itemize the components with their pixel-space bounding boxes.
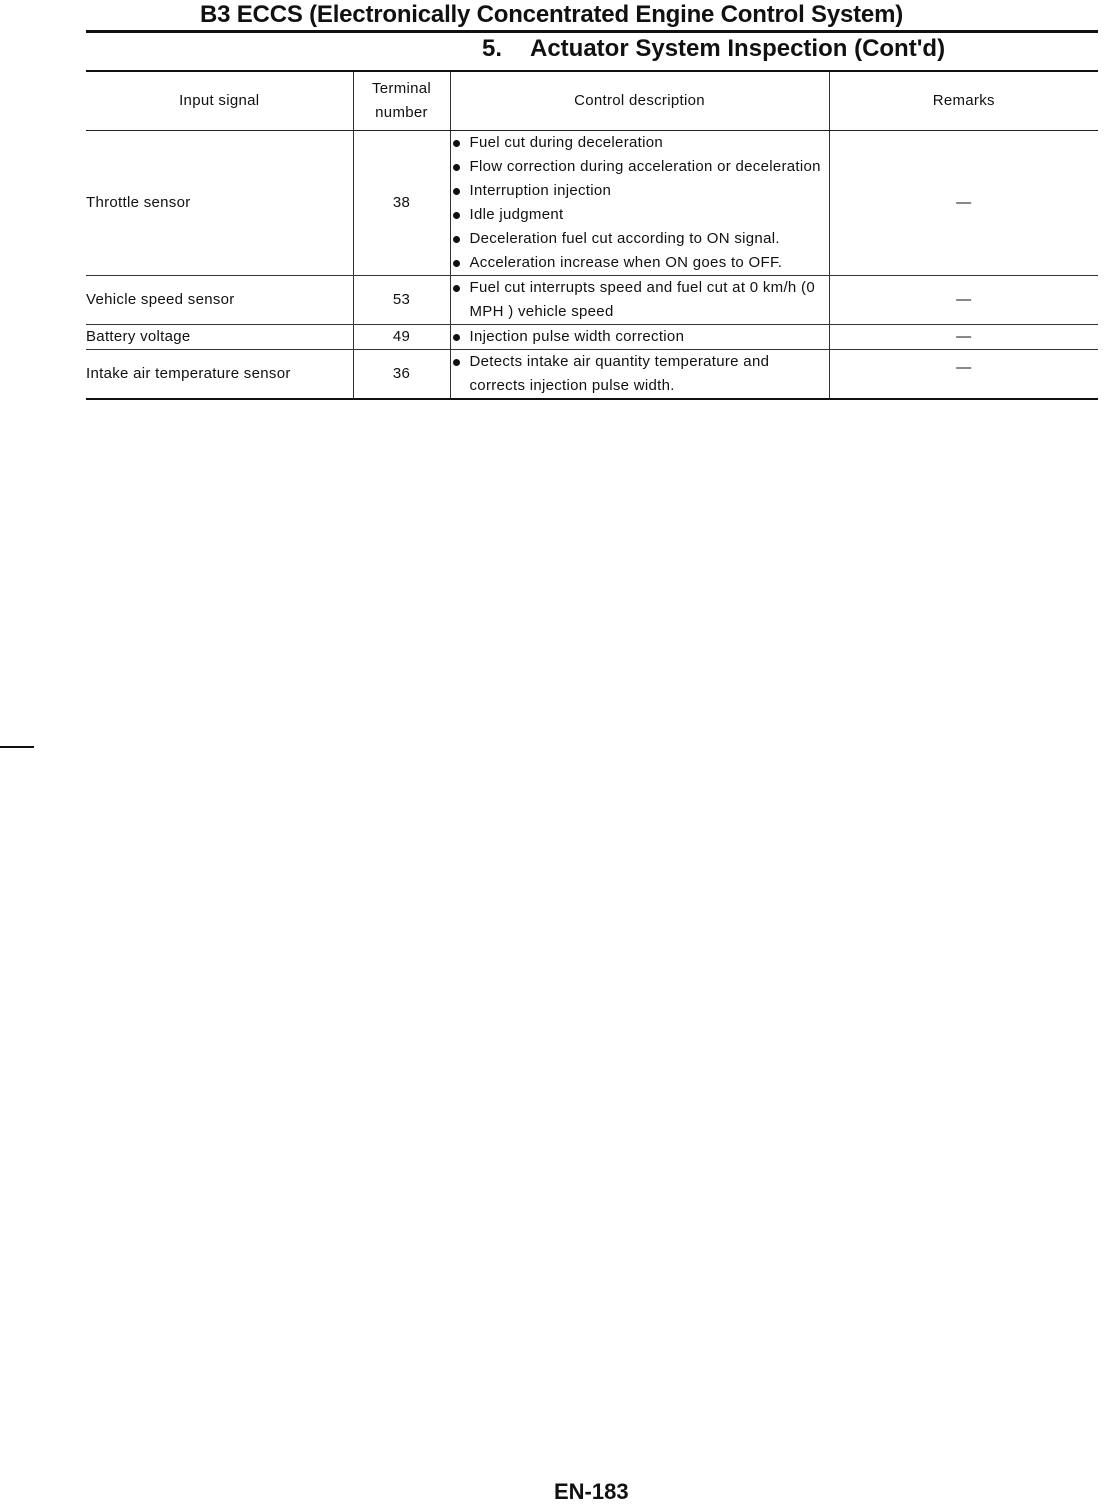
section-title-text: Actuator System Inspection (Cont'd) xyxy=(530,35,946,62)
description-item: Flow correction during acceleration or deceleration xyxy=(451,155,829,179)
header-control-description: Control description xyxy=(450,72,829,131)
table-header-row xyxy=(86,72,1098,131)
signal-cell: Vehicle speed sensor xyxy=(86,276,353,325)
actuator-inspection-table xyxy=(86,72,1098,400)
description-cell xyxy=(450,325,829,350)
remarks-cell: — xyxy=(829,325,1098,350)
margin-mark xyxy=(0,746,34,748)
remarks-cell: — xyxy=(829,131,1098,276)
terminal-cell: 49 xyxy=(353,325,450,350)
terminal-cell: 36 xyxy=(353,350,450,400)
remarks-cell: — xyxy=(829,276,1098,325)
description-cell xyxy=(450,276,829,325)
header-terminal-number xyxy=(353,72,450,131)
page-number: EN-183 xyxy=(554,1479,629,1504)
signal-cell: Intake air temperature sensor xyxy=(86,350,353,400)
header-remarks: Remarks xyxy=(829,72,1098,131)
remarks-cell: — xyxy=(829,350,1098,400)
description-item: Acceleration increase when ON goes to OFF. xyxy=(451,251,829,275)
signal-cell: Throttle sensor xyxy=(86,131,353,276)
terminal-cell: 38 xyxy=(353,131,450,276)
description-item: Fuel cut during deceleration xyxy=(451,131,829,155)
description-item: Fuel cut interrupts speed and fuel cut at 0 km/h (0 MPH ) vehicle speed xyxy=(451,276,829,324)
table-row xyxy=(86,276,1098,325)
description-cell xyxy=(450,131,829,276)
terminal-cell: 53 xyxy=(353,276,450,325)
section-number: 5. xyxy=(482,35,503,62)
description-item: Detects intake air quantity temperature and corrects injection pulse width. xyxy=(451,350,829,398)
document-title: B3 ECCS (Electronically Concentrated Engine Control System) xyxy=(200,1,904,28)
description-item: Interruption injection xyxy=(451,179,829,203)
section-title xyxy=(482,33,945,65)
header-input-signal: Input signal xyxy=(86,72,353,131)
signal-cell: Battery voltage xyxy=(86,325,353,350)
description-item: Idle judgment xyxy=(451,203,829,227)
table-row xyxy=(86,350,1098,400)
description-item: Deceleration fuel cut according to ON signal. xyxy=(451,227,829,251)
header-terminal-line1: Terminal xyxy=(371,80,432,97)
table-row xyxy=(86,325,1098,350)
header-terminal-line2: number xyxy=(375,104,428,121)
table-row xyxy=(86,131,1098,276)
description-cell xyxy=(450,350,829,400)
description-item: Injection pulse width correction xyxy=(451,325,829,349)
